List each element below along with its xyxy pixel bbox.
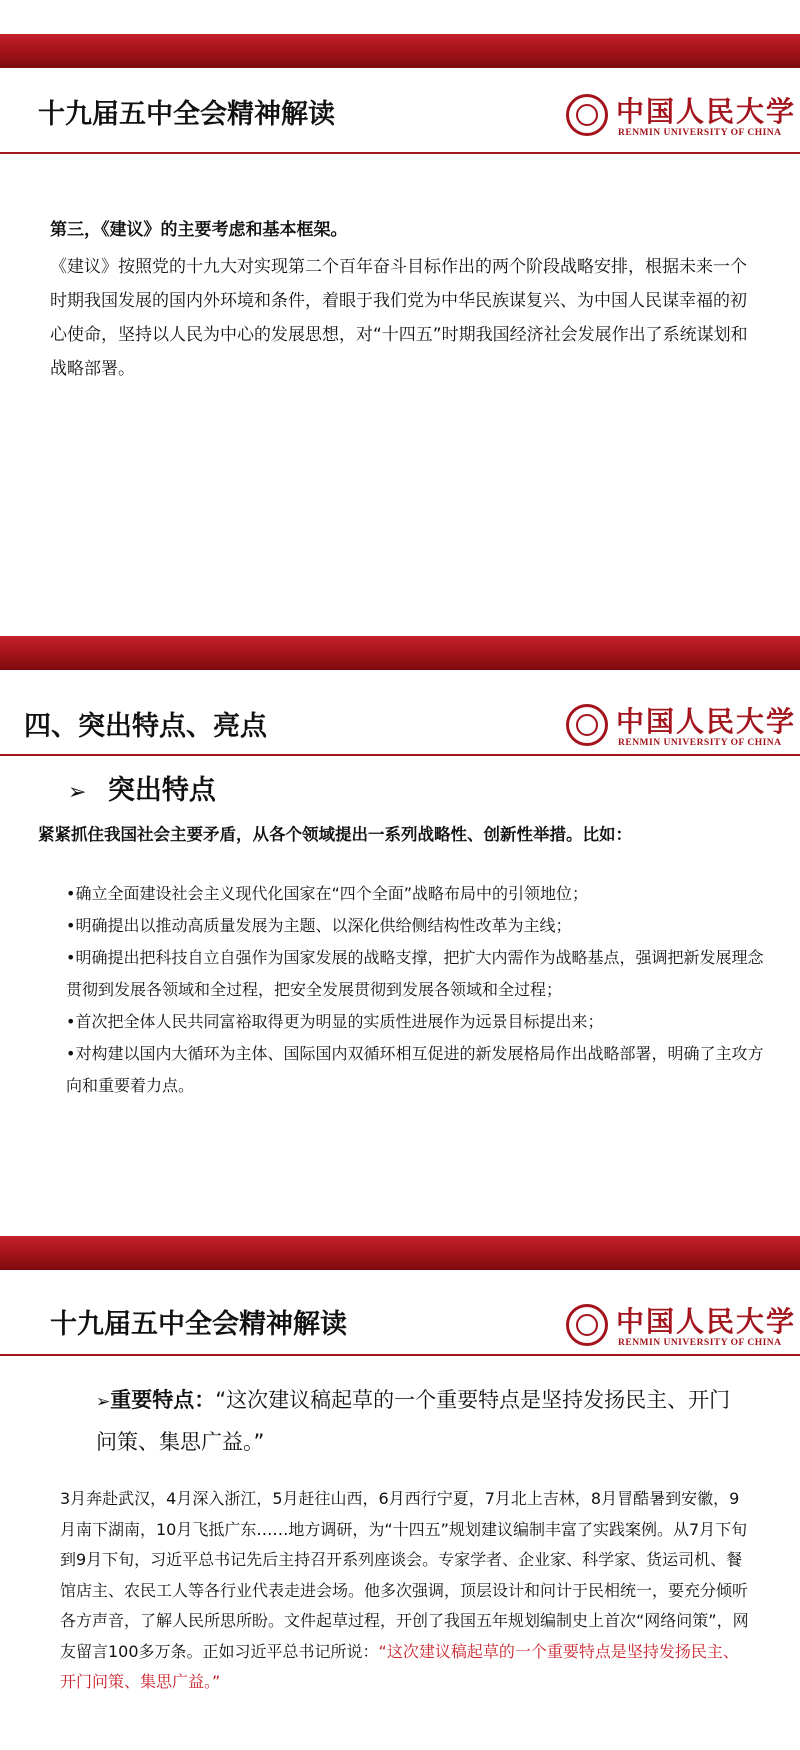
slide-3 bbox=[0, 1220, 800, 1750]
arrow-bullet-icon: ➢ bbox=[68, 780, 87, 805]
list-item: •对构建以国内大循环为主体、国际国内双循环相互促进的新发展格局作出战略部署，明确了主攻方向和重要着力点。 bbox=[66, 1044, 764, 1095]
logo-text-cn: 中国人民大学 bbox=[616, 95, 797, 128]
list-item: •明确提出以推动高质量发展为主题、以深化供给侧结构性改革为主线； bbox=[66, 916, 572, 935]
subheading-text: 突出特点 bbox=[107, 775, 216, 806]
header-band bbox=[0, 1236, 800, 1270]
slide-title: 四、突出特点、亮点 bbox=[24, 711, 267, 742]
bullet-list bbox=[66, 878, 766, 1102]
header-rule bbox=[0, 1354, 800, 1356]
body-paragraph: 《建议》按照党的十九大对实现第二个百年奋斗目标作出的两个阶段战略安排，根据未来一个时期我国发展的国内外环境和条件，着眼于我们党为中华民族谋复兴、为中国人民谋幸福的初心使命，坚持以人民为中心的发展思想，对“十四五”时期我国经济社会发展作出了系统谋划和战略部署。 bbox=[50, 257, 748, 379]
feature-statement bbox=[96, 1380, 736, 1462]
slide-title: 十九届五中全会精神解读 bbox=[38, 99, 335, 130]
header-rule bbox=[0, 754, 800, 756]
logo-text-en: RENMIN UNIVERSITY OF CHINA bbox=[618, 128, 782, 138]
university-logo bbox=[566, 700, 797, 760]
header-band bbox=[0, 34, 800, 68]
slide-2 bbox=[0, 620, 800, 1220]
highlight-quote: “这次建议稿起草的一个重要特点是坚持发扬民主、开门问策、集思广益。” bbox=[60, 1641, 739, 1691]
logo-text-en: RENMIN UNIVERSITY OF CHINA bbox=[618, 738, 782, 748]
logo-text-cn: 中国人民大学 bbox=[616, 1305, 797, 1338]
header-band bbox=[0, 636, 800, 670]
list-item: •明确提出把科技自立自强作为国家发展的战略支撑，把扩大内需作为战略基点，强调把新发展理念贯彻到发展各领域和全过程，把安全发展贯彻到发展各领域和全过程； bbox=[66, 948, 764, 999]
intro-line: 紧紧抓住我国社会主要矛盾，从各个领域提出一系列战略性、创新性举措。比如： bbox=[38, 825, 632, 844]
list-item: •确立全面建设社会主义现代化国家在“四个全面”战略布局中的引领地位； bbox=[66, 884, 589, 903]
logo-text-en: RENMIN UNIVERSITY OF CHINA bbox=[618, 1338, 782, 1348]
university-logo bbox=[566, 90, 797, 150]
seal-icon bbox=[566, 94, 608, 136]
feature-label: 重要特点： bbox=[110, 1388, 216, 1412]
slide-1 bbox=[0, 0, 800, 620]
section-heading: 第三，《建议》的主要考虑和基本框架。 bbox=[50, 220, 348, 240]
logo-text-cn: 中国人民大学 bbox=[616, 705, 797, 738]
university-logo bbox=[566, 1300, 797, 1360]
seal-icon bbox=[566, 704, 608, 746]
arrow-bullet-icon: ➢ bbox=[96, 1392, 111, 1412]
seal-icon bbox=[566, 1304, 608, 1346]
body-text: 3月奔赴武汉，4月深入浙江，5月赶往山西，6月西行宁夏，7月北上吉林，8月冒酷暑到安徽，9月南下湖南，10月飞抵广东……地方调研，为“十四五”规划建议编制丰富了实践案例。从7月下旬到9月下旬，习近平总书记先后主持召开系列座谈会。专家学者、企业家、科学家、货运司机、餐馆店主、农民工人等各行业代表走进会场。他多次强调，顶层设计和问计于民相统一，要充分倾听各方声音，了解人民所思所盼。文件起草过程，开创了我国五年规划编制史上首次“网络问策”，网友留言100多万条。正如习近平总书记所说： bbox=[60, 1489, 749, 1661]
list-item: •首次把全体人民共同富裕取得更为明显的实质性进展作为远景目标提出来； bbox=[66, 1012, 604, 1031]
header-rule bbox=[0, 152, 800, 154]
subheading bbox=[68, 768, 216, 807]
body-paragraph bbox=[60, 1484, 750, 1698]
feature-quote: “这次建议稿起草的一个重要特点是坚持发扬民主、开门问策、集思广益。” bbox=[96, 1388, 731, 1454]
slide-title: 十九届五中全会精神解读 bbox=[50, 1309, 347, 1340]
